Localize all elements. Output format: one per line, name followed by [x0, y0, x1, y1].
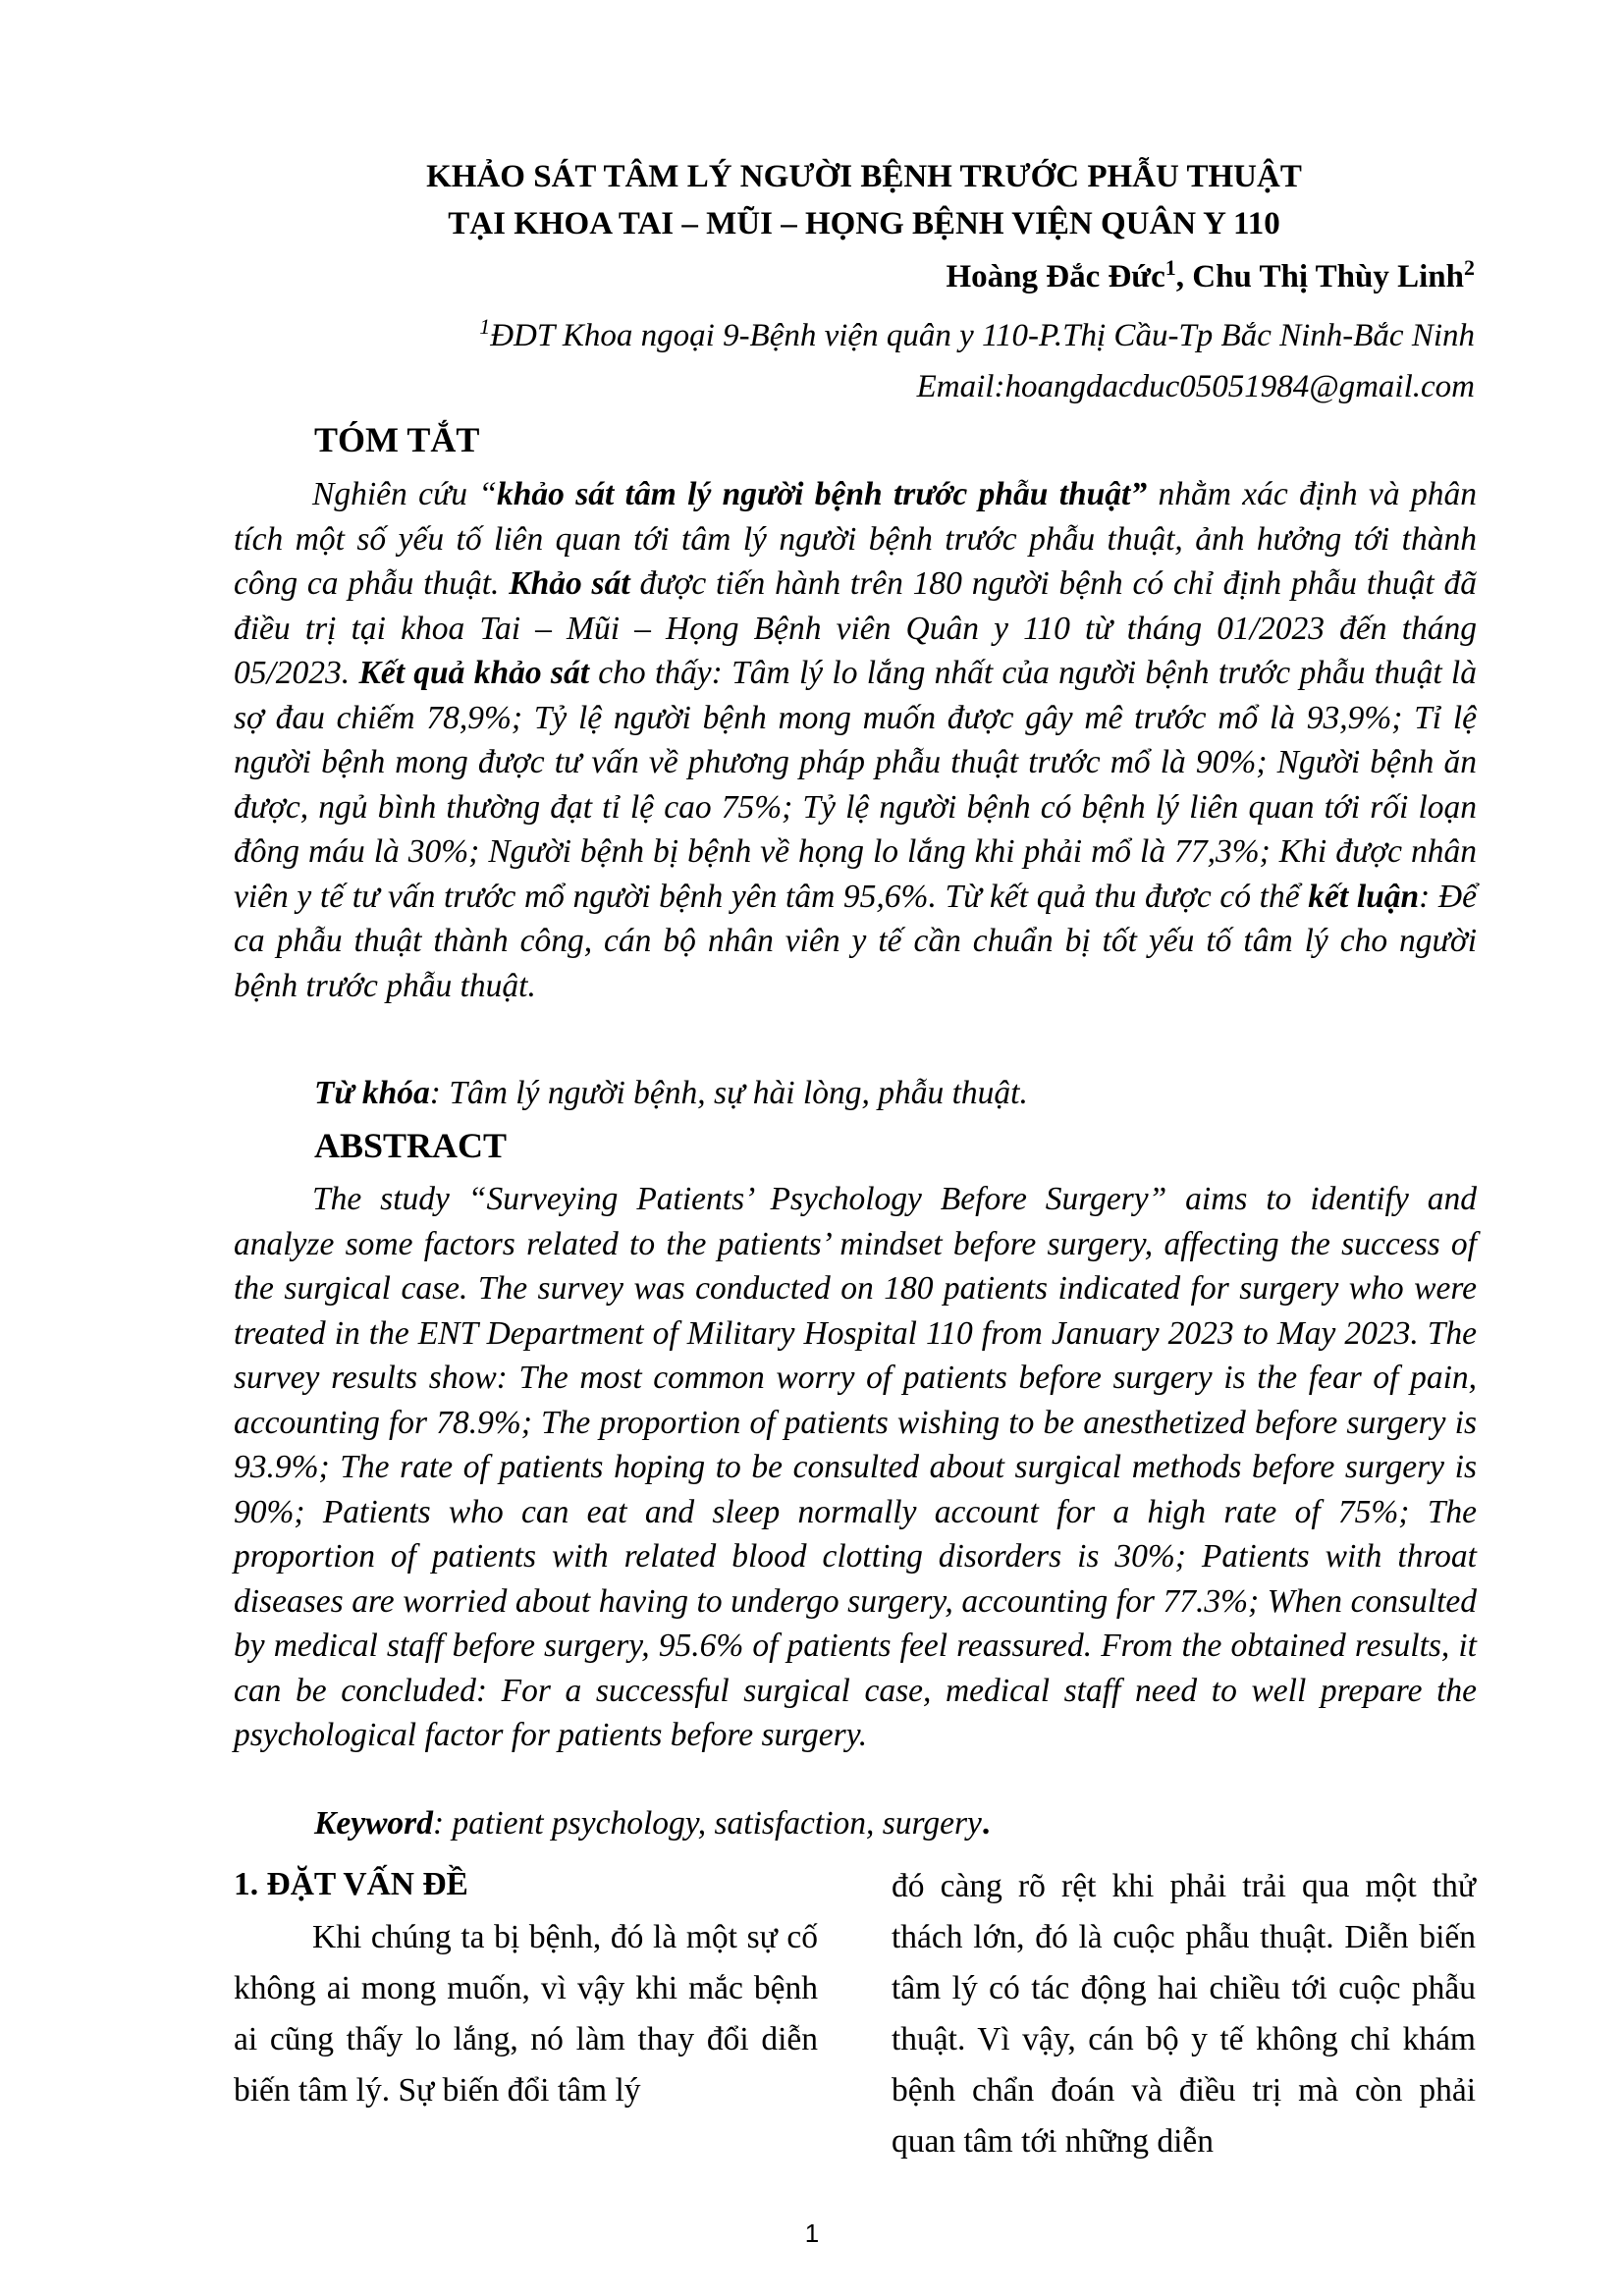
summary-text-3: được tiến hành trên 180 người bệnh có chỉ định phẫu thuật đã điều trị tại khoa Tai – Mũi – Họng Bệnh viên Quân y 110 từ tháng 01/2023 đến tháng 05/2023. [234, 565, 1477, 691]
affiliation-mark: 1 [479, 314, 491, 339]
affiliation-line [236, 312, 1475, 359]
section-1-right-column: đó càng rõ rệt khi phải trải qua một thử thách lớn, đó là cuộc phẫu thuật. Diễn biến tâm lý có tác động hai chiều tới cuộc phẫu thuật. Vì vậy, cán bộ y tế không chỉ khám bệnh chẩn đoán và điều trị mà còn phải quan tâm tới những diễn [892, 1868, 1476, 2160]
affiliation-text: ĐDT Khoa ngoại 9-Bệnh viện quân y 110-P.Thị Cầu-Tp Bắc Ninh-Bắc Ninh [490, 318, 1475, 353]
author-1-affil-mark: 1 [1164, 255, 1176, 280]
keywords-vi-label: Từ khóa [314, 1075, 430, 1111]
author-email: Email:hoangdacduc05051984@gmail.com [916, 369, 1475, 404]
author-separator: , [1175, 259, 1193, 294]
abstract-heading: ABSTRACT [314, 1126, 508, 1165]
keywords-en-label: Keyword [314, 1805, 433, 1842]
keywords-en-period: . [981, 1805, 991, 1842]
author-line [236, 253, 1475, 300]
abstract-text: The study “Surveying Patients’ Psychology Before Surgery” aims to identify and analyze some factors related to the patients’ mindset before surgery, affecting the success of the surgical case. The survey was conducted on 180 patients indicated for surgery who were treated in the ENT Department of Military Hospital 110 from January 2023 to May 2023. The survey results show: The most common worry of patients before surgery is the fear of pain, accounting for 78.9%; The proportion of patients wishing to be anesthetized before surgery is 93.9%; The rate of patients hoping to be consulted about surgical methods before surgery is 90%; Patients who can eat and sleep normally account for a high rate of 75%; The proportion of patients with related blood clotting disorders is 30%; Patients with throat diseases are worried about having to undergo surgery, accounting for 77.3%; When consulted by medical staff before surgery, 95.6% of patients feel reassured. From the obtained results, it can be concluded: For a successful surgical case, medical staff need to well prepare the psychological factor for patients before surgery. [234, 1181, 1477, 1753]
keywords-en [314, 1800, 1473, 1847]
summary-bold-results: Kết quả khảo sát [358, 655, 589, 691]
summary-heading: TÓM TẮT [314, 420, 480, 459]
summary-bold-survey: Khảo sát [509, 565, 630, 602]
keywords-vi [314, 1070, 1473, 1117]
summary-bold-conclusion: kết luận [1308, 878, 1420, 915]
paper-title-line2: TẠI KHOA TAI – MŨI – HỌNG BỆNH VIỆN QUÂN Y 110 [448, 206, 1280, 241]
section-1-left-text: Khi chúng ta bị bệnh, đó là một sự cố không ai mong muốn, vì vậy khi mắc bệnh ai cũng thấy lo lắng, nó làm thay đổi diễn biến tâm lý. Sự biến đổi tâm lý [234, 1919, 818, 2109]
section-1-heading: 1. ĐẶT VẤN ĐỀ [234, 1866, 468, 1902]
summary-text-1: Nghiên cứu “ [312, 476, 497, 512]
summary-text-4: cho thấy: Tâm lý lo lắng nhất của người bệnh trước phẫu thuật là sợ đau chiếm 78,9%; Tỷ lệ người bệnh mong muốn được gây mê trước mổ là 93,9%; Tỉ lệ người bệnh mong được tư vấn về phương pháp phẫu thuật trước mổ là 90%; Người bệnh ăn được, ngủ bình thường đạt tỉ lệ cao 75%; Tỷ lệ người bệnh có bệnh lý liên quan tới rối loạn đông máu là 30%; Người bệnh bị bệnh về họng lo lắng khi phải mổ là 77,3%; Khi được nhân viên y tế tư vấn trước mổ người bệnh yên tâm 95,6%. Từ kết quả thu được có thể [234, 655, 1477, 915]
author-2: Chu Thị Thùy Linh [1192, 259, 1464, 294]
summary-text-5: : Để ca phẫu thuật thành công, cán bộ nhân viên y tế cần chuẩn bị tốt yếu tố tâm lý cho người bệnh trước phẫu thuật. [234, 878, 1477, 1004]
keywords-vi-text: : Tâm lý người bệnh, sự hài lòng, phẫu thuật. [429, 1075, 1028, 1111]
section-1-left-column [234, 1912, 818, 2116]
summary-paragraph [234, 472, 1477, 1008]
summary-bold-title: khảo sát tâm lý người bệnh trước phẫu thuật” [497, 476, 1148, 512]
page-number: 1 [804, 2218, 820, 2248]
summary-text-2: nhằm xác định và phân tích một số yếu tố liên quan tới tâm lý người bệnh trước phẫu thuật, ảnh hưởng tới thành công ca phẫu thuật. [234, 476, 1477, 602]
abstract-paragraph [234, 1177, 1477, 1758]
author-1: Hoàng Đắc Đức [946, 259, 1165, 294]
paper-title-line1: KHẢO SÁT TÂM LÝ NGƯỜI BỆNH TRƯỚC PHẪU THUẬT [426, 159, 1302, 194]
author-2-affil-mark: 2 [1464, 255, 1475, 280]
keywords-en-text: : patient psychology, satisfaction, surgery [432, 1805, 982, 1842]
